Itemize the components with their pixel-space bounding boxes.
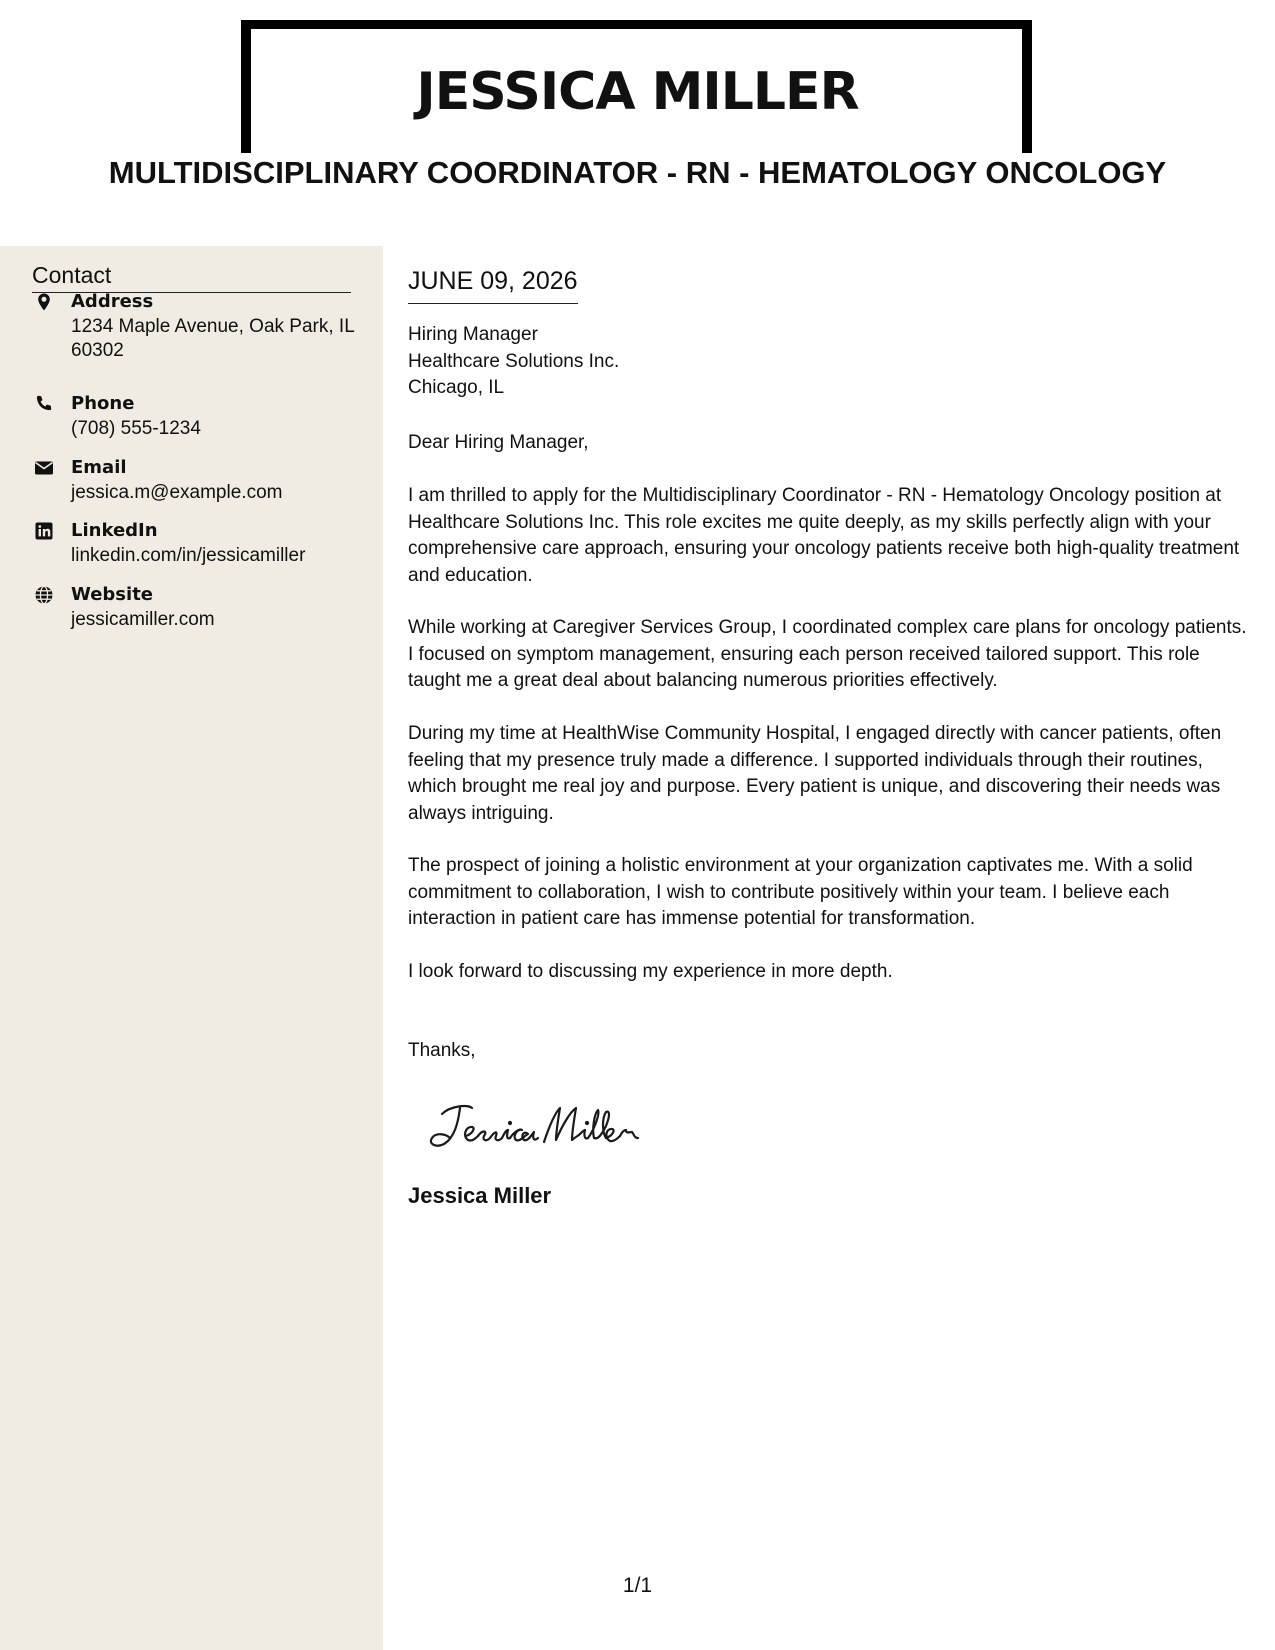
address-value: 1234 Maple Avenue, Oak Park, IL 60302: [71, 316, 355, 361]
recipient-line: Hiring Manager: [408, 324, 538, 345]
website-value[interactable]: jessicamiller.com: [71, 609, 215, 630]
letter-paragraph: I am thrilled to apply for the Multidisciplinary Coordinator - RN - Hematology Oncology position at Healthcare Solutions Inc. This role excites me quite deeply, as my skills perfectly align with your comprehensive care approach, ensuring your oncology patients receive both high-quality treatment and education.: [408, 485, 1240, 586]
phone-icon: [34, 394, 54, 414]
contact-label: Address: [71, 291, 154, 312]
page-number: 1/1: [622, 1574, 653, 1597]
handwritten-signature: [420, 1086, 660, 1166]
map-pin-icon: [34, 292, 54, 312]
letter-paragraph: I look forward to discussing my experience in more depth.: [408, 961, 893, 982]
contact-label: Phone: [71, 393, 135, 414]
closing: Thanks,: [408, 1040, 476, 1061]
linkedin-value[interactable]: linkedin.com/in/jessicamiller: [71, 545, 306, 566]
email-value[interactable]: jessica.m@example.com: [71, 482, 283, 503]
applicant-name: JESSICA MILLER: [416, 62, 859, 122]
contact-sidebar: [0, 246, 383, 1650]
contact-label: LinkedIn: [71, 520, 158, 541]
contact-label: Email: [71, 457, 127, 478]
contact-heading: Contact: [32, 260, 351, 293]
linkedin-icon: [34, 521, 54, 541]
recipient-line: Healthcare Solutions Inc.: [408, 350, 620, 372]
recipient-line: Chicago, IL: [408, 377, 505, 398]
letter-date: JUNE 09, 2026: [408, 265, 578, 304]
letter-paragraph: While working at Caregiver Services Group, I coordinated complex care plans for oncology patients. I focused on symptom management, ensuring each person received tailored support. This role taught me a great deal about balancing numerous priorities effectively.: [408, 617, 1247, 691]
globe-icon: [34, 585, 54, 605]
contact-label: Website: [71, 584, 154, 605]
letter-paragraph: The prospect of joining a holistic environment at your organization captivates me. With a solid commitment to collaboration, I wish to contribute positively within your team. I believe each interaction in patient care has immense potential for transformation.: [408, 855, 1193, 929]
salutation: Dear Hiring Manager,: [408, 432, 589, 453]
recipient-block: [408, 322, 1248, 402]
letter-paragraph: During my time at HealthWise Community Hospital, I engaged directly with cancer patients, often feeling that my presence truly made a difference. I supported individuals through their routines, which brought me real joy and purpose. Every patient is unique, and discovering their needs was always intriguing.: [408, 723, 1222, 824]
phone-value: (708) 555-1234: [71, 418, 201, 439]
envelope-icon: [34, 458, 54, 478]
job-title-text: MULTIDISCIPLINARY COORDINATOR - RN - HEMATOLOGY ONCOLOGY: [103, 155, 1172, 190]
signer-name: Jessica Miller: [408, 1183, 552, 1208]
job-title: [0, 153, 1275, 193]
